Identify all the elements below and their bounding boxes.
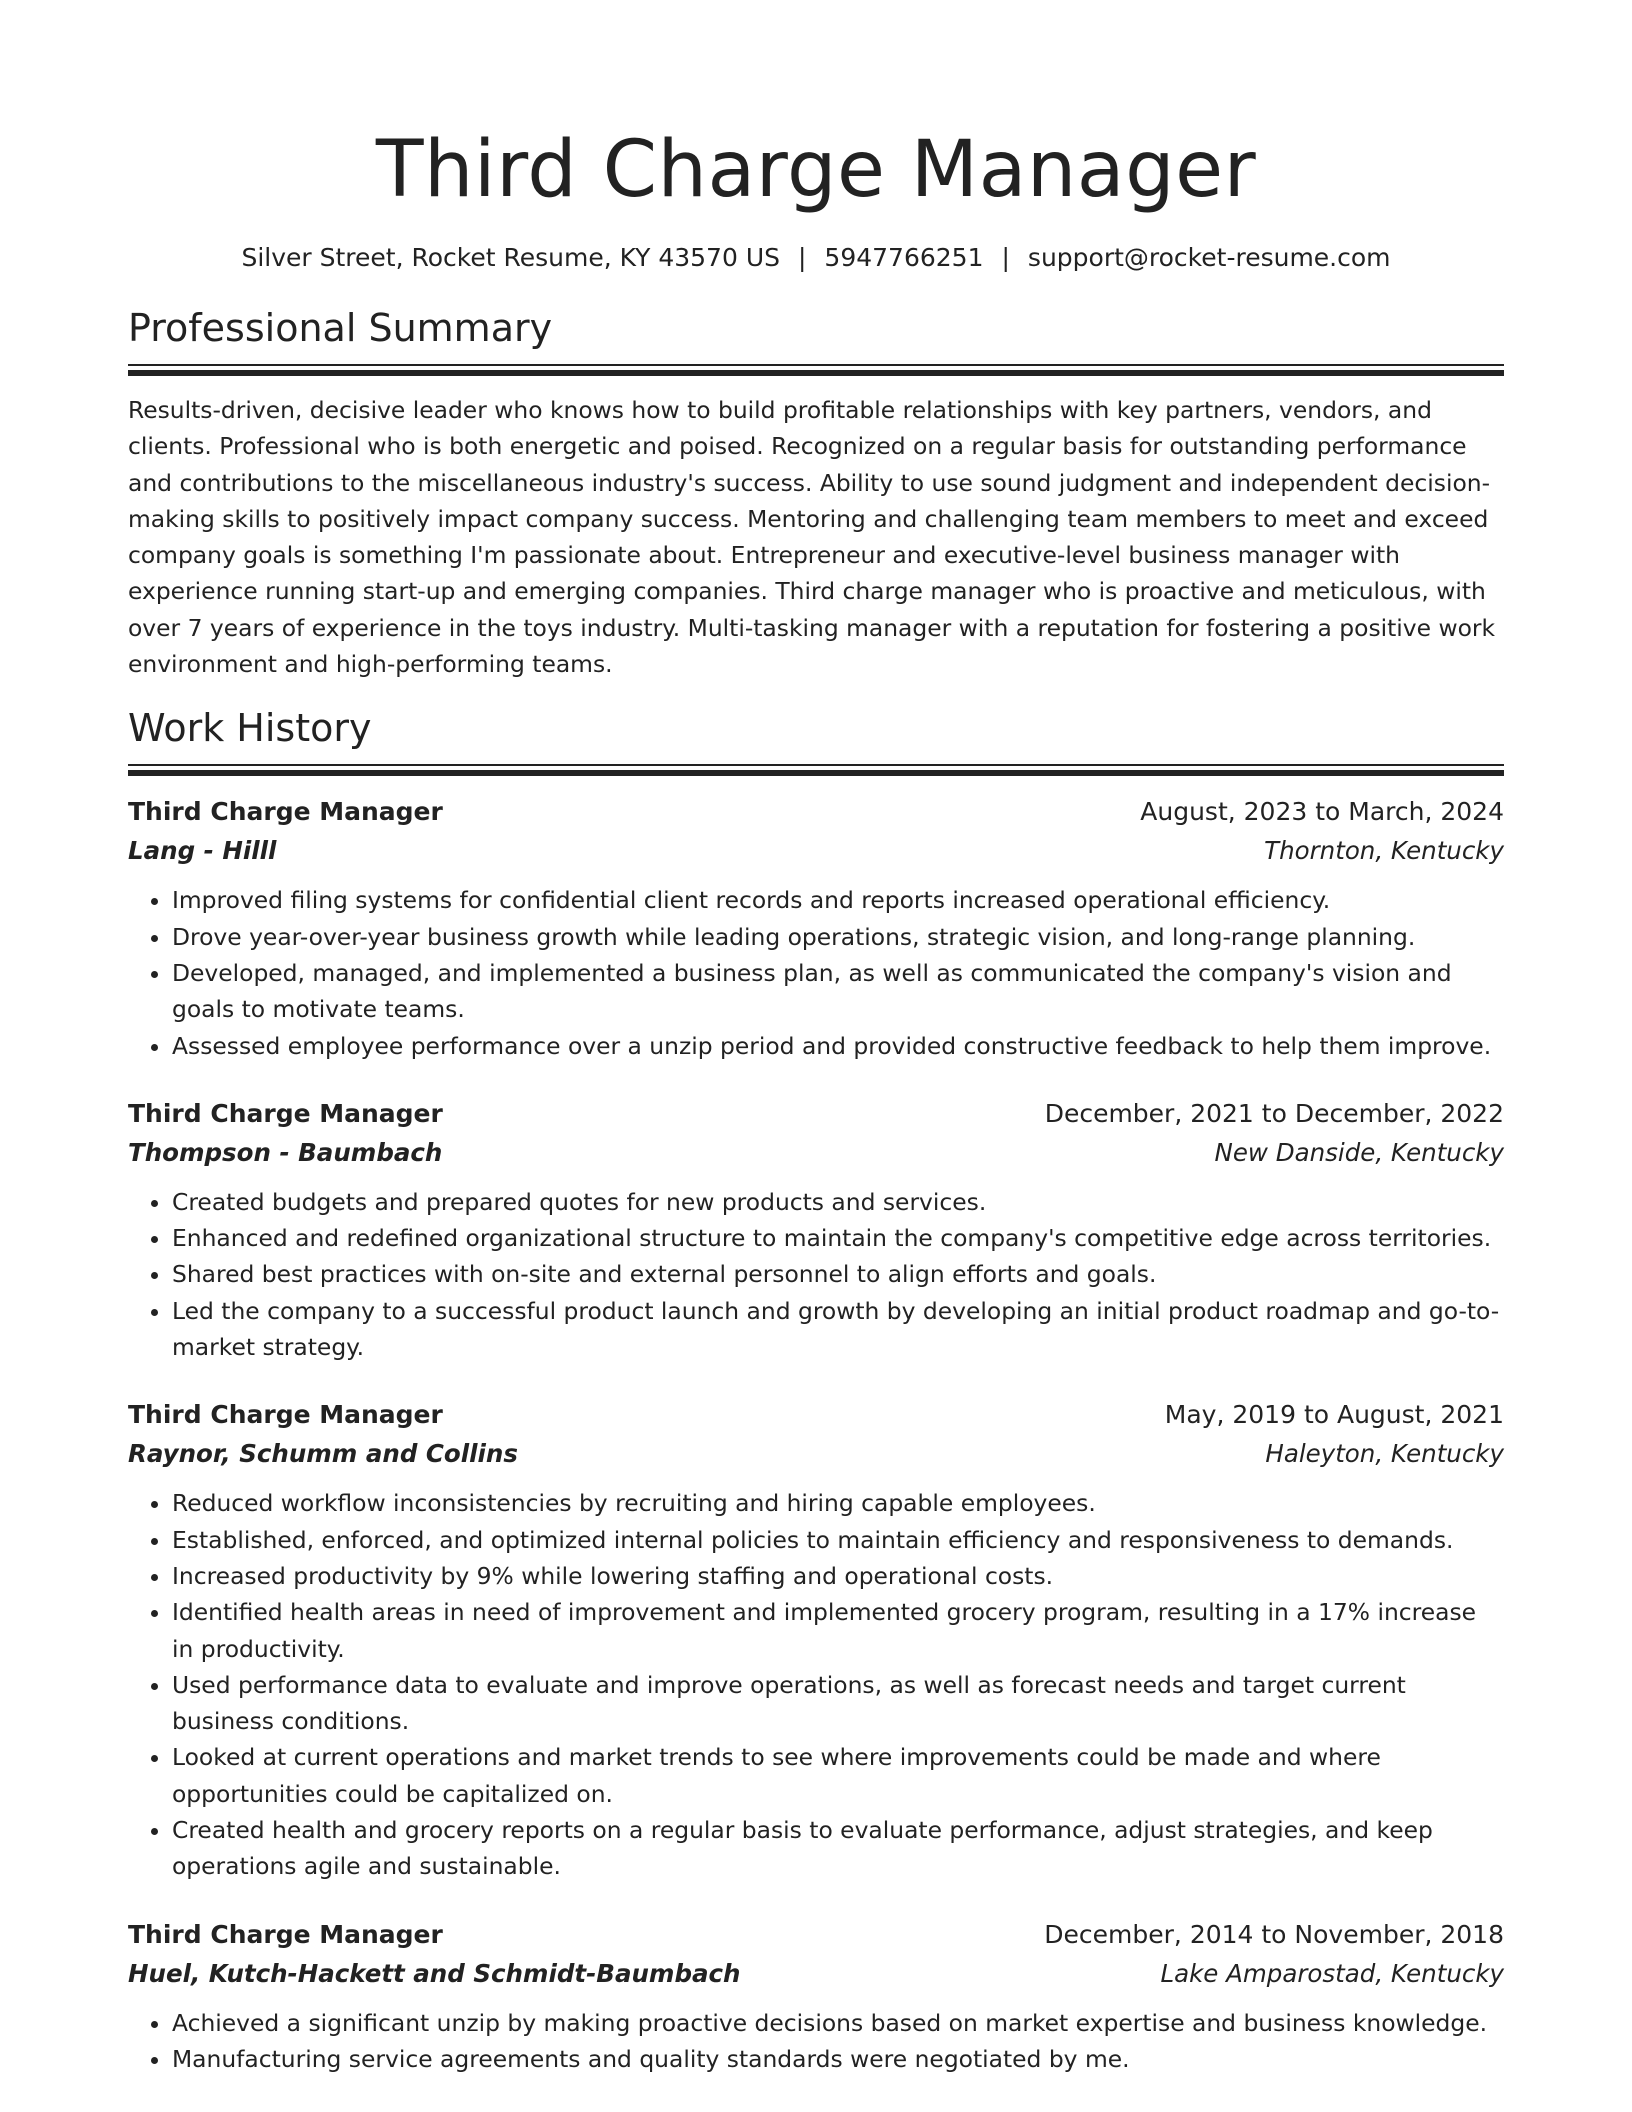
contact-separator: | [797, 243, 807, 272]
job-bullet: • Developed, managed, and implemented a business plan, as well as communicated the company's vision and goals to motivate teams. [172, 955, 1504, 1028]
section-divider [128, 364, 1504, 376]
job-header [128, 1915, 1504, 1955]
job-bullet: • Identified health areas in need of improvement and implemented grocery program, resulting in a 17% increase in productivity. [172, 1594, 1504, 1667]
section-title-summary: Professional Summary [128, 306, 553, 350]
job-bullet: • Created budgets and prepared quotes for new products and services. [172, 1184, 1504, 1220]
job-list [128, 792, 1504, 2077]
job-bullet: • Improved filing systems for confidential client records and reports increased operational efficiency. [172, 882, 1504, 918]
job-subheader [128, 832, 1504, 870]
contact-line [128, 242, 1504, 274]
job-location: New Danside, Kentucky [1214, 1137, 1504, 1167]
contact-phone: 5947766251 [824, 243, 984, 272]
section-title-work-history: Work History [128, 706, 372, 751]
summary-text: Results-driven, decisive leader who knows how to build profitable relationships with key partners, vendors, and clients. Professional who is both energetic and poised. Recognized on a regular basis for outstanding performance and contributions to the miscellaneous industry's success. Ability to use sound judgment and independent decision-making skills to positively impact company success. Mentoring and challenging team members to meet and exceed company goals is something I'm passionate about. Entrepreneur and executive-level business manager with experience running start-up and emerging companies. Third charge manager who is proactive and meticulous, with over 7 years of experience in the toys industry. Multi-tasking manager with a reputation for fostering a positive work environment and high-performing teams. [128, 396, 1496, 679]
job-bullet: • Shared best practices with on-site and external personnel to align efforts and goals. [172, 1256, 1504, 1292]
contact-address: Silver Street, Rocket Resume, KY 43570 US [241, 243, 780, 272]
job-entry [128, 1395, 1504, 1884]
job-bullet: • Drove year-over-year business growth while leading operations, strategic vision, and long-range planning. [172, 919, 1504, 955]
job-bullet: • Led the company to a successful product launch and growth by developing an initial product roadmap and go-to-market strategy. [172, 1293, 1504, 1366]
job-bullet-list [128, 2005, 1504, 2078]
job-subheader [128, 1955, 1504, 1993]
job-bullet-list [128, 1485, 1504, 1884]
job-entry [128, 1915, 1504, 2078]
job-bullet: • Looked at current operations and market trends to see where improvements could be made and where opportunities could be capitalized on. [172, 1739, 1504, 1812]
contact-separator: | [1001, 243, 1010, 272]
job-bullet: • Used performance data to evaluate and improve operations, as well as forecast needs and target current business conditions. [172, 1667, 1504, 1740]
summary-section [128, 304, 1504, 682]
job-bullet-list [128, 1184, 1504, 1365]
job-location: Thornton, Kentucky [1264, 836, 1504, 866]
job-header [128, 792, 1504, 832]
job-bullet: • Created health and grocery reports on a regular basis to evaluate performance, adjust strategies, and keep operations agile and sustainable. [172, 1812, 1504, 1885]
job-header [128, 1094, 1504, 1134]
job-dates: December, 2021 to December, 2022 [1044, 1098, 1504, 1128]
job-bullet: • Assessed employee performance over a unzip period and provided constructive feedback to help them improve. [172, 1028, 1504, 1064]
job-bullet: • Enhanced and redefined organizational structure to maintain the company's competitive edge across territories. [172, 1220, 1504, 1256]
job-title: Third Charge Manager [128, 1400, 443, 1430]
job-bullet: • Increased productivity by 9% while lowering staffing and operational costs. [172, 1558, 1504, 1594]
work-history-section [128, 704, 1504, 2077]
job-bullet: • Manufacturing service agreements and quality standards were negotiated by me. [172, 2041, 1504, 2077]
job-bullet: • Achieved a significant unzip by making proactive decisions based on market expertise and business knowledge. [172, 2005, 1504, 2041]
job-subheader [128, 1134, 1504, 1172]
job-bullet: • Established, enforced, and optimized internal policies to maintain efficiency and responsiveness to demands. [172, 1522, 1504, 1558]
job-title: Third Charge Manager [128, 797, 443, 827]
job-dates: December, 2014 to November, 2018 [1044, 1919, 1504, 1949]
job-dates: August, 2023 to March, 2024 [1140, 797, 1504, 827]
job-title: Third Charge Manager [128, 1098, 443, 1128]
job-location: Haleyton, Kentucky [1265, 1439, 1504, 1469]
section-divider [128, 764, 1504, 776]
job-location: Lake Amparostad, Kentucky [1160, 1958, 1504, 1988]
job-bullet: • Reduced workflow inconsistencies by recruiting and hiring capable employees. [172, 1485, 1504, 1521]
job-bullet-list [128, 882, 1504, 1063]
job-entry [128, 1094, 1504, 1365]
resume-name: Third Charge Manager [375, 125, 1257, 215]
job-subheader [128, 1435, 1504, 1473]
job-header [128, 1395, 1504, 1435]
job-company: Lang - Hilll [128, 836, 277, 866]
job-entry [128, 792, 1504, 1063]
contact-email: support@rocket-resume.com [1027, 243, 1391, 272]
job-company: Thompson - Baumbach [128, 1137, 443, 1167]
job-company: Huel, Kutch-Hackett and Schmidt-Baumbach [128, 1958, 741, 1988]
job-company: Raynor, Schumm and Collins [128, 1439, 518, 1469]
job-title: Third Charge Manager [128, 1919, 443, 1949]
job-dates: May, 2019 to August, 2021 [1164, 1400, 1504, 1430]
